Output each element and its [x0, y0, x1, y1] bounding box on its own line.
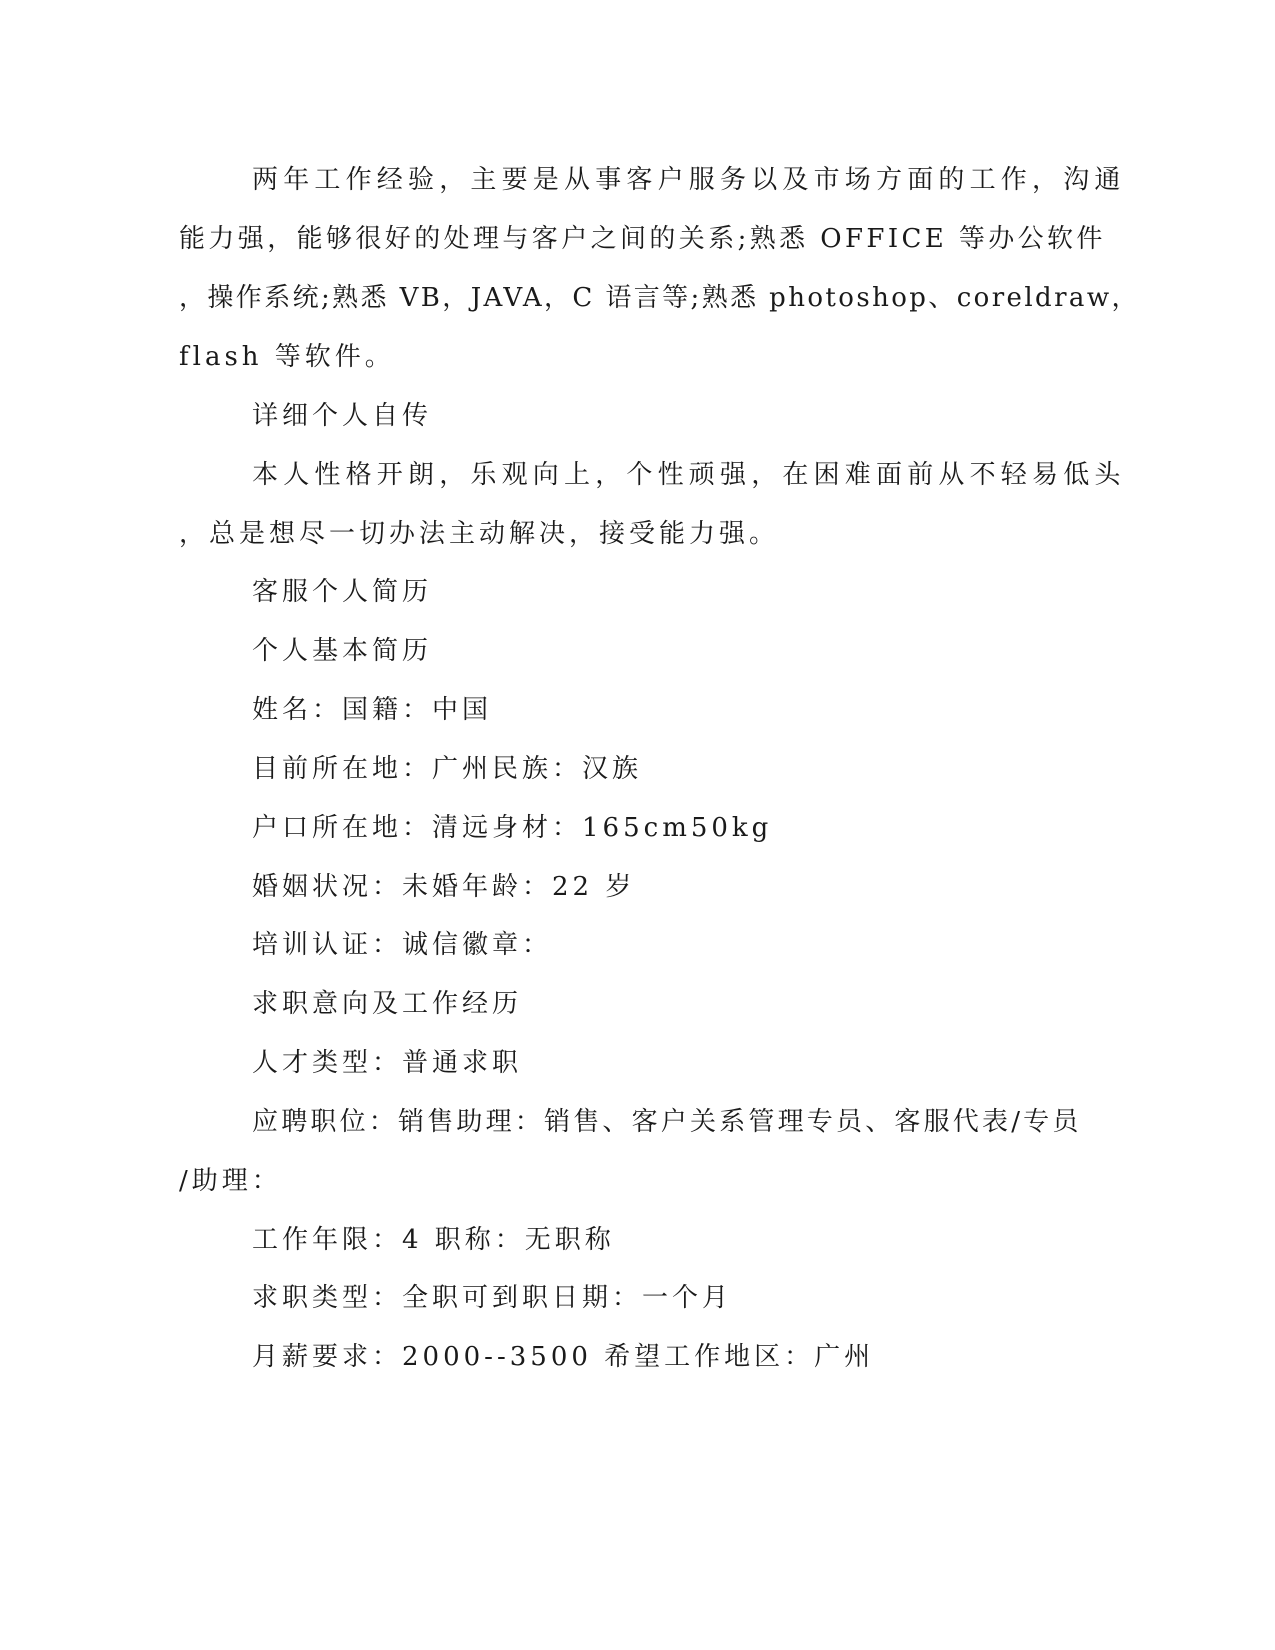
info-line: 目前所在地：广州民族：汉族 [252, 754, 643, 784]
paragraph-line: 能力强，能够很好的处理与客户之间的关系;熟悉 OFFICE 等办公软件 [179, 224, 1106, 254]
section-heading: 个人基本简历 [252, 636, 433, 666]
info-line: 户口所在地：清远身材：165cm50kg [252, 813, 773, 843]
section-heading: 求职意向及工作经历 [252, 989, 523, 1019]
info-line: 求职类型：全职可到职日期：一个月 [252, 1283, 733, 1313]
info-line: 培训认证：诚信徽章： [252, 930, 553, 960]
section-heading: 详细个人自传 [252, 401, 433, 431]
info-line: 人才类型：普通求职 [252, 1048, 523, 1078]
info-line: 月薪要求：2000--3500 希望工作地区：广州 [252, 1342, 875, 1372]
paragraph-line: ，操作系统;熟悉 VB，JAVA，C 语言等;熟悉 photoshop、coreldraw， [179, 283, 1140, 313]
paragraph-line: ，总是想尽一切办法主动解决，接受能力强。 [179, 519, 780, 549]
info-line: 应聘职位：销售助理：销售、客户关系管理专员、客服代表/专员 [252, 1107, 1082, 1137]
info-line: 工作年限：4 职称：无职称 [252, 1225, 615, 1255]
paragraph-line: 本人性格开朗，乐观向上，个性顽强，在困难面前从不轻易低头 [252, 460, 1126, 490]
section-heading: 客服个人简历 [252, 577, 433, 607]
info-line: 婚姻状况：未婚年龄：22 岁 [252, 872, 636, 902]
paragraph-line: flash 等软件。 [179, 342, 395, 372]
info-line: /助理： [179, 1166, 282, 1196]
info-line: 姓名：国籍：中国 [252, 695, 493, 725]
paragraph-line: 两年工作经验，主要是从事客户服务以及市场方面的工作，沟通 [252, 165, 1126, 195]
